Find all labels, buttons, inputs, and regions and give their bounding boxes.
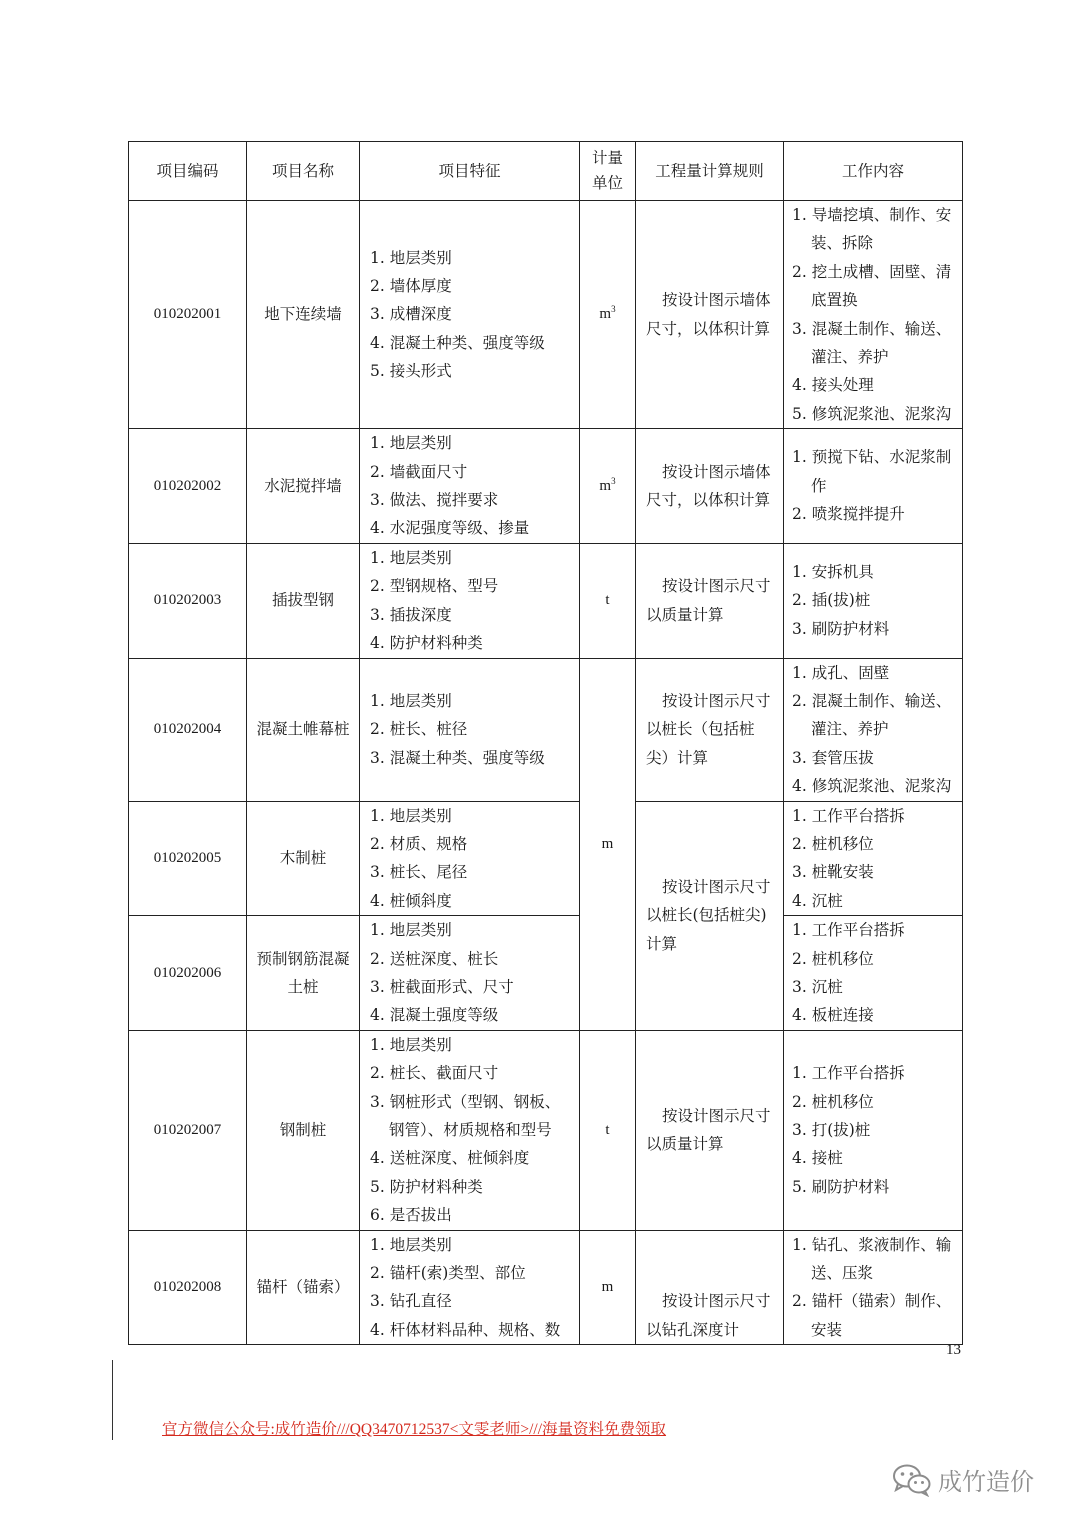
work-item: 2. 桩机移位	[792, 1092, 874, 1111]
feature-item: 2. 型钢规格、型号	[370, 577, 499, 596]
row-work	[784, 543, 963, 658]
work-item: 1. 工作平台搭拆	[792, 1064, 905, 1083]
row-code: 010202004	[129, 658, 247, 801]
row-features	[360, 201, 580, 429]
row-name: 混凝土帷幕桩	[247, 658, 360, 801]
wechat-icon	[892, 1463, 932, 1497]
work-item: 3. 桩靴安装	[792, 863, 874, 882]
work-item: 2. 挖土成槽、固壁、清底置换	[792, 262, 952, 310]
feature-item: 2. 送桩深度、桩长	[370, 949, 499, 968]
table-row	[129, 1030, 963, 1230]
work-item: 1. 成孔、固壁	[792, 663, 890, 682]
row-code: 010202008	[129, 1230, 247, 1345]
margin-rule	[112, 1360, 113, 1440]
feature-item: 3. 成槽深度	[370, 305, 452, 324]
row-name: 插拔型钢	[247, 543, 360, 658]
row-code: 010202001	[129, 201, 247, 429]
feature-item: 3. 钻孔直径	[370, 1292, 452, 1311]
work-item: 3. 刷防护材料	[792, 619, 890, 638]
unit-superscript: 3	[611, 475, 616, 486]
row-features	[360, 658, 580, 801]
row-work	[784, 429, 963, 544]
row-features	[360, 543, 580, 658]
row-code: 010202007	[129, 1030, 247, 1230]
row-features	[360, 801, 580, 916]
row-unit: m	[580, 1230, 636, 1345]
work-item: 3. 套管压拔	[792, 748, 874, 767]
work-item: 1. 钻孔、浆液制作、输送、压浆	[792, 1235, 952, 1283]
feature-item: 3. 桩截面形式、尺寸	[370, 977, 514, 996]
header-unit	[580, 142, 636, 201]
work-item: 4. 板桩连接	[792, 1006, 874, 1025]
work-item: 1. 安拆机具	[792, 563, 874, 582]
row-features	[360, 916, 580, 1031]
work-item: 1. 导墙挖填、制作、安装、拆除	[792, 206, 952, 253]
table-row	[129, 429, 963, 544]
row-rule: 按设计图示墙体尺寸，以体积计算	[636, 429, 784, 544]
work-item: 2. 桩机移位	[792, 949, 874, 968]
header-rule: 工程量计算规则	[636, 142, 784, 201]
row-rule: 按设计图示墙体尺寸，以体积计算	[636, 201, 784, 429]
row-work	[784, 916, 963, 1031]
work-item: 2. 锚杆（锚索）制作、安装	[792, 1292, 952, 1339]
feature-item: 2. 桩长、桩径	[370, 720, 468, 739]
unit-value: m	[599, 306, 612, 323]
row-work	[784, 201, 963, 429]
feature-item: 1. 地层类别	[370, 691, 452, 710]
row-rule: 按设计图示尺寸以桩长（包括桩尖）计算	[636, 658, 784, 801]
feature-item: 3. 桩长、尾径	[370, 863, 468, 882]
feature-item: 3. 做法、搅拌要求	[370, 491, 499, 510]
work-item: 3. 混凝土制作、输送、灌注、养护	[792, 319, 952, 367]
work-item: 1. 工作平台搭拆	[792, 921, 905, 940]
row-code: 010202005	[129, 801, 247, 916]
work-item: 2. 喷浆搅拌提升	[792, 505, 905, 524]
row-work	[784, 1030, 963, 1230]
feature-item: 2. 锚杆(索)类型、部位	[370, 1264, 526, 1283]
feature-item: 2. 墙截面尺寸	[370, 462, 468, 481]
row-rule: 按设计图示尺寸以钻孔深度计	[636, 1230, 784, 1345]
header-code: 项目编码	[129, 142, 247, 201]
feature-item: 2. 墙体厚度	[370, 277, 452, 296]
feature-item: 6. 是否拔出	[370, 1206, 452, 1225]
row-rule: 按设计图示尺寸以桩长(包括桩尖)计算	[636, 801, 784, 1030]
feature-item: 4. 桩倾斜度	[370, 891, 452, 910]
work-item: 2. 插(拔)桩	[792, 591, 871, 610]
row-name: 木制桩	[247, 801, 360, 916]
work-item: 2. 混凝土制作、输送、灌注、养护	[792, 691, 952, 739]
row-features	[360, 429, 580, 544]
header-work: 工作内容	[784, 142, 963, 201]
feature-item: 1. 地层类别	[370, 806, 452, 825]
row-work	[784, 1230, 963, 1345]
feature-item: 2. 桩长、截面尺寸	[370, 1064, 499, 1083]
row-unit	[580, 429, 636, 544]
work-item: 5. 刷防护材料	[792, 1177, 890, 1196]
footer-promo-link[interactable]: 官方微信公众号:成竹造价///QQ3470712537<文雯老师>///海量资料免费领取	[162, 1421, 667, 1438]
feature-item: 4. 混凝土种类、强度等级	[370, 333, 545, 352]
unit-value: m	[599, 477, 612, 494]
row-name: 地下连续墙	[247, 201, 360, 429]
header-unit-line2: 单位	[591, 174, 623, 192]
work-item: 5. 修筑泥浆池、泥浆沟	[792, 404, 952, 423]
row-name: 锚杆（锚索）	[247, 1230, 360, 1345]
feature-item: 1. 地层类别	[370, 434, 452, 453]
feature-item: 1. 地层类别	[370, 1035, 452, 1054]
page-number: 13	[946, 1342, 961, 1358]
feature-item: 1. 地层类别	[370, 921, 452, 940]
work-item: 3. 沉桩	[792, 977, 843, 996]
work-item: 1. 工作平台搭拆	[792, 806, 905, 825]
row-name: 水泥搅拌墙	[247, 429, 360, 544]
header-name: 项目名称	[247, 142, 360, 201]
feature-item: 4. 混凝土强度等级	[370, 1006, 499, 1025]
row-work	[784, 658, 963, 801]
table-row	[129, 658, 963, 801]
header-unit-line1: 计量	[591, 149, 623, 167]
header-features: 项目特征	[360, 142, 580, 201]
table-row	[129, 543, 963, 658]
table-row	[129, 801, 963, 916]
watermark	[892, 1462, 1034, 1497]
unit-superscript: 3	[611, 304, 616, 315]
table-row	[129, 201, 963, 429]
watermark-text: 成竹造价	[938, 1468, 1034, 1496]
feature-item: 2. 材质、规格	[370, 834, 468, 853]
feature-item: 1. 地层类别	[370, 1235, 452, 1254]
row-name: 钢制桩	[247, 1030, 360, 1230]
feature-item: 5. 接头形式	[370, 362, 452, 381]
row-unit: t	[580, 1030, 636, 1230]
feature-item: 1. 地层类别	[370, 248, 452, 267]
row-code: 010202002	[129, 429, 247, 544]
row-work	[784, 801, 963, 916]
row-unit: t	[580, 543, 636, 658]
row-code: 010202006	[129, 916, 247, 1031]
row-name: 预制钢筋混凝土桩	[247, 916, 360, 1031]
row-rule: 按设计图示尺寸以质量计算	[636, 1030, 784, 1230]
table-header-row	[129, 142, 963, 201]
table-row	[129, 1230, 963, 1345]
row-unit: m	[580, 658, 636, 1030]
work-item: 3. 打(拔)桩	[792, 1121, 871, 1139]
feature-item: 3. 插拔深度	[370, 605, 452, 624]
work-item: 2. 桩机移位	[792, 834, 874, 853]
row-features	[360, 1030, 580, 1230]
feature-item: 5. 防护材料种类	[370, 1177, 483, 1196]
row-rule: 按设计图示尺寸以质量计算	[636, 543, 784, 658]
feature-item: 3. 混凝土种类、强度等级	[370, 748, 545, 767]
table-row	[129, 916, 963, 1031]
work-item: 4. 接桩	[792, 1149, 843, 1168]
feature-item: 4. 防护材料种类	[370, 634, 483, 653]
feature-item: 1. 地层类别	[370, 548, 452, 567]
feature-item: 4. 水泥强度等级、掺量	[370, 519, 530, 538]
work-item: 1. 预搅下钻、水泥浆制作	[792, 448, 952, 495]
feature-item: 4. 送桩深度、桩倾斜度	[370, 1149, 530, 1168]
feature-item: 4. 杆体材料品种、规格、数	[370, 1320, 561, 1339]
work-item: 4. 修筑泥浆池、泥浆沟	[792, 777, 952, 796]
row-code: 010202003	[129, 543, 247, 658]
bill-of-quantities-table	[128, 141, 963, 1345]
row-unit	[580, 201, 636, 429]
work-item: 4. 沉桩	[792, 891, 843, 910]
work-item: 4. 接头处理	[792, 376, 874, 395]
row-features	[360, 1230, 580, 1345]
feature-item: 3. 钢桩形式（型钢、钢板、钢管）、材质规格和型号	[370, 1092, 561, 1139]
